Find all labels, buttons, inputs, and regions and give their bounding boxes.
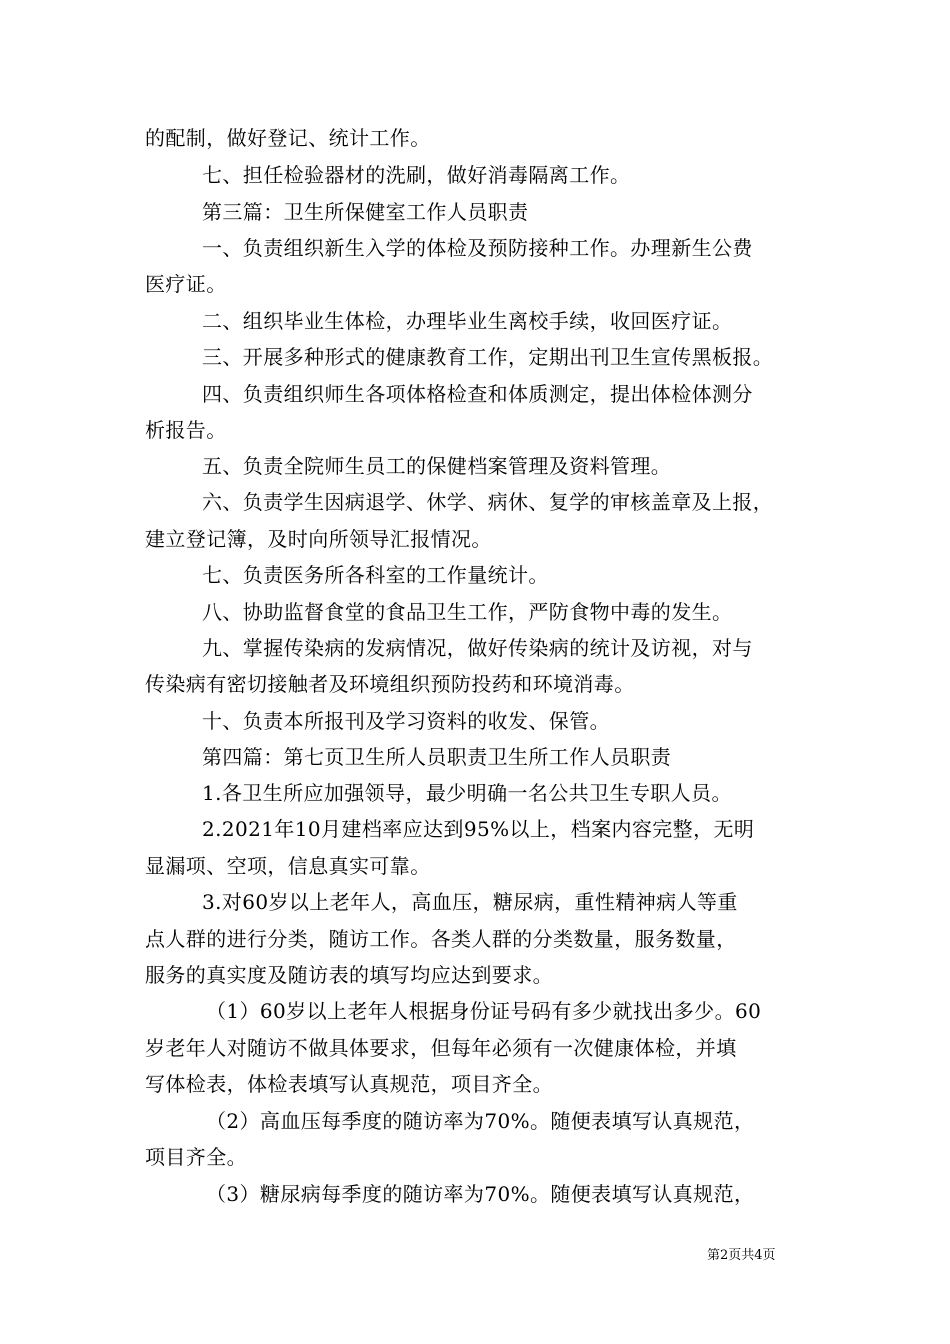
text-line: 3.对60岁以上老年人，高血压，糖尿病，重性精神病人等重	[202, 890, 738, 914]
text-line: 六、负责学生因病退学、休学、病休、复学的审核盖章及上报，	[202, 490, 774, 514]
text-line: 七、担任检验器材的洗刷，做好消毒隔离工作。	[202, 163, 631, 187]
section-heading: 第三篇：卫生所保健室工作人员职责	[202, 200, 529, 224]
text-line: 服务的真实度及随访表的填写均应达到要求。	[145, 963, 553, 987]
text-line: 2.2021年10月建档率应达到95%以上，档案内容完整，无明	[202, 817, 755, 841]
text-line: （3）糖尿病每季度的随访率为70%。随便表填写认真规范，	[206, 1182, 755, 1206]
text-line: 传染病有密切接触者及环境组织预防投药和环境消毒。	[145, 672, 635, 696]
text-line: 点人群的进行分类，随访工作。各类人群的分类数量，服务数量，	[145, 927, 737, 951]
text-line: 三、开展多种形式的健康教育工作，定期出刊卫生宣传黑板报。	[202, 345, 774, 369]
text-line: 建立登记簿，及时向所领导汇报情况。	[145, 527, 492, 551]
text-line: 四、负责组织师生各项体格检查和体质测定，提出体检体测分	[202, 382, 753, 406]
text-line: 析报告。	[145, 418, 227, 442]
text-line: 岁老年人对随访不做具体要求，但每年必须有一次健康体检，并填	[145, 1036, 737, 1060]
text-line: 八、协助监督食堂的食品卫生工作，严防食物中毒的发生。	[202, 600, 733, 624]
text-line: 医疗证。	[145, 272, 227, 296]
text-line: 九、掌握传染病的发病情况，做好传染病的统计及访视，对与	[202, 636, 753, 660]
text-line: （1）60岁以上老年人根据身份证号码有多少就找出多少。60	[206, 999, 762, 1023]
text-line: 十、负责本所报刊及学习资料的收发、保管。	[202, 709, 610, 733]
text-line: 的配制，做好登记、统计工作。	[145, 126, 431, 150]
text-line: 七、负责医务所各科室的工作量统计。	[202, 563, 549, 587]
text-line: 1.各卫生所应加强领导，最少明确一名公共卫生专职人员。	[202, 781, 732, 805]
text-line: 写体检表，体检表填写认真规范，项目齐全。	[145, 1072, 553, 1096]
text-line: 五、负责全院师生员工的保健档案管理及资料管理。	[202, 454, 672, 478]
text-line: 显漏项、空项，信息真实可靠。	[145, 854, 431, 878]
text-line: 一、负责组织新生入学的体检及预防接种工作。办理新生公费	[202, 236, 753, 260]
text-line: （2）高血压每季度的随访率为70%。随便表填写认真规范，	[206, 1109, 755, 1133]
section-heading: 第四篇：第七页卫生所人员职责卫生所工作人员职责	[202, 745, 672, 769]
text-line: 二、组织毕业生体检，办理毕业生离校手续，收回医疗证。	[202, 309, 733, 333]
text-line: 项目齐全。	[145, 1145, 247, 1169]
page-number: 第2页共4页	[707, 1248, 776, 1263]
